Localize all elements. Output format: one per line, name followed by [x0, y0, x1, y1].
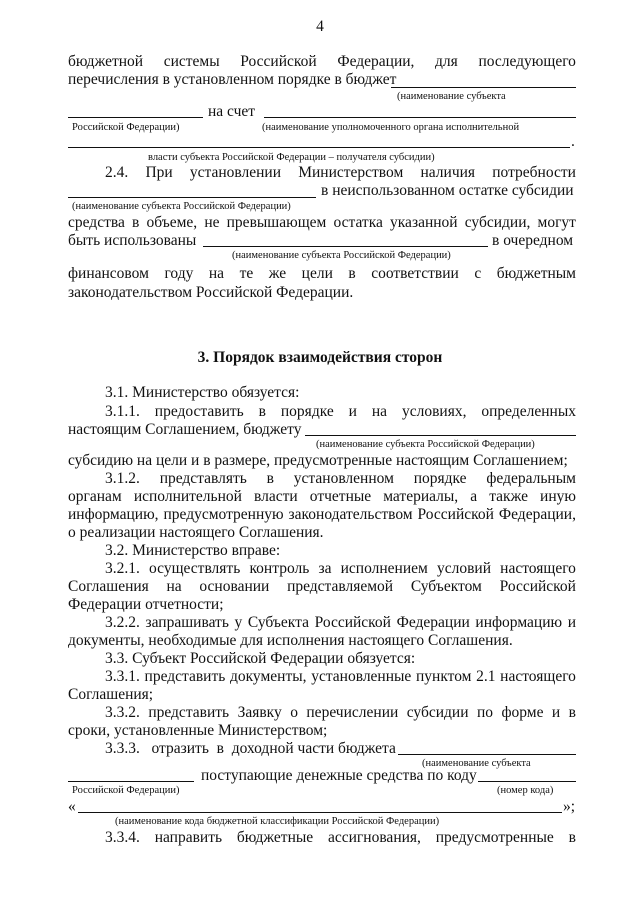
text-line: 3.1. Министерство обязуется:: [105, 384, 300, 401]
field-caption: власти субъекта Российской Федерации – получателя субсидии): [148, 152, 435, 163]
fill-in-line: [391, 87, 576, 88]
text-line: документы, необходимые для исполнения настоящего Соглашения.: [68, 632, 513, 649]
word: предоставить: [154, 403, 244, 420]
fill-in-line: [203, 246, 488, 247]
word: Соглашения: [68, 578, 149, 595]
word: на: [208, 265, 225, 282]
word: установленном: [293, 470, 394, 487]
word: на: [371, 403, 388, 420]
text-line: на счет: [208, 103, 256, 120]
word: установлении: [189, 164, 282, 181]
word: объеме,: [146, 214, 198, 231]
word: 3.1.2.: [105, 470, 140, 487]
word: материалы,: [383, 488, 459, 505]
word: настоящего: [500, 668, 576, 685]
field-caption: (наименование субъекта: [397, 91, 506, 102]
word: условий: [436, 560, 492, 577]
word: бюджетные: [236, 829, 314, 846]
text-line: «: [68, 798, 76, 815]
word: власти: [254, 488, 298, 505]
word: на: [166, 578, 182, 595]
word: форме: [501, 704, 544, 721]
text-line: в неиспользованном остатке субсидии: [321, 182, 574, 199]
fill-in-line: [68, 117, 203, 118]
word: порядке: [413, 470, 467, 487]
text-line: [105, 614, 576, 632]
text-line: [105, 704, 576, 722]
word: информацию: [475, 614, 563, 631]
word: иную: [540, 488, 576, 505]
word: Заявку: [237, 704, 282, 721]
word: Министерством: [298, 164, 404, 181]
word: а: [470, 488, 478, 505]
text-line: [105, 403, 576, 421]
word: направить: [154, 829, 223, 846]
word: могут: [537, 214, 576, 231]
word: в: [348, 265, 356, 282]
word: превышающем: [226, 214, 327, 231]
word: Субъектом: [410, 578, 482, 595]
text-line: сроки, установленные Министерством;: [68, 722, 328, 739]
word: перечислении: [306, 704, 399, 721]
word: федеральным: [486, 470, 576, 487]
page-number: 4: [316, 18, 324, 35]
word: те: [239, 265, 254, 282]
text-line: 3.2. Министерство вправе:: [105, 542, 281, 559]
field-caption: (наименование субъекта Российской Федерации): [72, 201, 291, 212]
word: о: [290, 704, 298, 721]
word: 2.4.: [105, 164, 129, 181]
word: ассигнования,: [327, 829, 421, 846]
word: 3.3.4.: [105, 829, 140, 846]
text-line: законодательством Российской Федерации.: [68, 284, 354, 301]
text-line: [68, 506, 576, 524]
fill-in-line: [264, 117, 576, 118]
text-line: в очередном: [492, 232, 574, 249]
text-line: »;: [563, 798, 576, 815]
word: бюджетной: [68, 53, 144, 70]
text-line: быть использованы: [68, 232, 197, 249]
word: запрашивать: [145, 614, 229, 631]
word: по: [476, 704, 493, 721]
word: средства: [68, 214, 125, 231]
word: пунктом: [415, 668, 472, 685]
word: также: [489, 488, 528, 505]
word: за: [318, 560, 332, 577]
word: Федерации,: [337, 53, 415, 70]
word: для: [435, 53, 458, 70]
word: 3.2.2.: [105, 614, 140, 631]
text-line: перечисления в установленном порядке в бюджет: [68, 71, 397, 88]
text-line: о реализации настоящего Соглашения.: [68, 524, 324, 541]
word: исполнением: [340, 560, 428, 577]
word: представляемой: [287, 578, 394, 595]
word: же: [268, 265, 287, 282]
text-line: настоящим Соглашением, бюджету: [68, 421, 302, 438]
text-line: [105, 164, 576, 182]
fill-in-line: [68, 781, 194, 782]
word: установленные: [311, 668, 412, 685]
word: финансовом: [68, 265, 149, 282]
fill-in-line: [68, 147, 570, 148]
word: Субъекта: [247, 614, 309, 631]
word: остатка: [333, 214, 383, 231]
fill-in-line: [78, 812, 562, 813]
text-line: [68, 53, 576, 71]
word: 3.1.1.: [105, 403, 140, 420]
text-line: [105, 668, 576, 686]
word: в: [568, 704, 576, 721]
word: у: [234, 614, 243, 631]
word: законодательством: [288, 506, 413, 523]
word: Российской: [417, 506, 494, 523]
word: представлять: [159, 470, 247, 487]
text-line: 3.3.3. отразить в доходной части бюджета: [105, 740, 396, 757]
text-line: Соглашения;: [68, 686, 154, 703]
word: 2.1: [476, 668, 496, 685]
word: предусмотренные: [435, 829, 554, 846]
word: не: [204, 214, 220, 231]
word: соответствии: [371, 265, 459, 282]
word: в: [131, 214, 140, 231]
word: представить: [144, 668, 226, 685]
word: последующего: [478, 53, 576, 70]
text-line: поступающие денежные средства по коду: [201, 767, 477, 784]
text-line: [105, 470, 576, 488]
text-line: Федерации отчетности;: [68, 596, 224, 613]
text-line: [105, 560, 576, 578]
text-line: .: [571, 133, 575, 150]
text-line: [68, 488, 576, 506]
word: году: [164, 265, 194, 282]
word: документы,: [229, 668, 307, 685]
field-caption: (наименование субъекта Российской Федерации): [316, 439, 535, 450]
word: в: [258, 403, 266, 420]
word: и: [551, 704, 561, 721]
word: 3.3.2.: [105, 704, 140, 721]
text-line: [105, 829, 576, 847]
word: Федерации: [396, 614, 470, 631]
word: и: [567, 614, 576, 631]
word: бюджетным: [496, 265, 576, 282]
word: субсидии,: [464, 214, 531, 231]
word: субсидии: [406, 704, 469, 721]
field-caption: (наименование уполномоченного органа исполнительной: [262, 122, 520, 133]
word: исполнительной: [133, 488, 242, 505]
word: Российской: [314, 614, 391, 631]
word: органам: [68, 488, 122, 505]
word: в: [266, 470, 274, 487]
word: определенных: [481, 403, 576, 420]
field-caption: (номер кода): [497, 785, 554, 796]
word: 3.2.1.: [105, 560, 140, 577]
word: представить: [148, 704, 230, 721]
field-caption: (наименование кода бюджетной классификации Российской Федерации): [115, 816, 440, 827]
word: основании: [199, 578, 270, 595]
word: системы: [163, 53, 220, 70]
word: Российской: [240, 53, 317, 70]
word: контроль: [249, 560, 310, 577]
text-line: субсидию на цели и в размере, предусмотренные настоящим Соглашением;: [68, 452, 568, 469]
word: При: [145, 164, 173, 181]
word: с: [474, 265, 482, 282]
text-line: [68, 578, 576, 596]
word: порядке: [280, 403, 334, 420]
word: Федерации,: [498, 506, 576, 523]
word: Российской: [499, 578, 576, 595]
word: 3.3.1.: [105, 668, 140, 685]
text-line: 3.3. Субъект Российской Федерации обязуется:: [105, 650, 416, 667]
field-caption: Российской Федерации): [72, 122, 180, 133]
text-line: [68, 265, 576, 283]
word: и: [348, 403, 357, 420]
section-heading: 3. Порядок взаимодействия сторон: [197, 349, 443, 366]
word: условиях,: [401, 403, 467, 420]
word: в: [568, 829, 576, 846]
fill-in-line: [398, 754, 576, 755]
word: указанной: [390, 214, 458, 231]
field-caption: (наименование субъекта: [422, 758, 531, 769]
word: отчетные: [309, 488, 372, 505]
word: осуществлять: [149, 560, 241, 577]
field-caption: Российской Федерации): [72, 785, 180, 796]
word: наличия: [420, 164, 476, 181]
word: потребности: [492, 164, 576, 181]
word: цели: [301, 265, 333, 282]
word: предусмотренную: [163, 506, 284, 523]
fill-in-line: [305, 435, 576, 436]
fill-in-line: [478, 781, 576, 782]
field-caption: (наименование субъекта Российской Федерации): [232, 250, 451, 261]
text-line: [68, 214, 576, 232]
word: информацию,: [68, 506, 159, 523]
fill-in-line: [68, 197, 316, 198]
word: настоящего: [500, 560, 576, 577]
